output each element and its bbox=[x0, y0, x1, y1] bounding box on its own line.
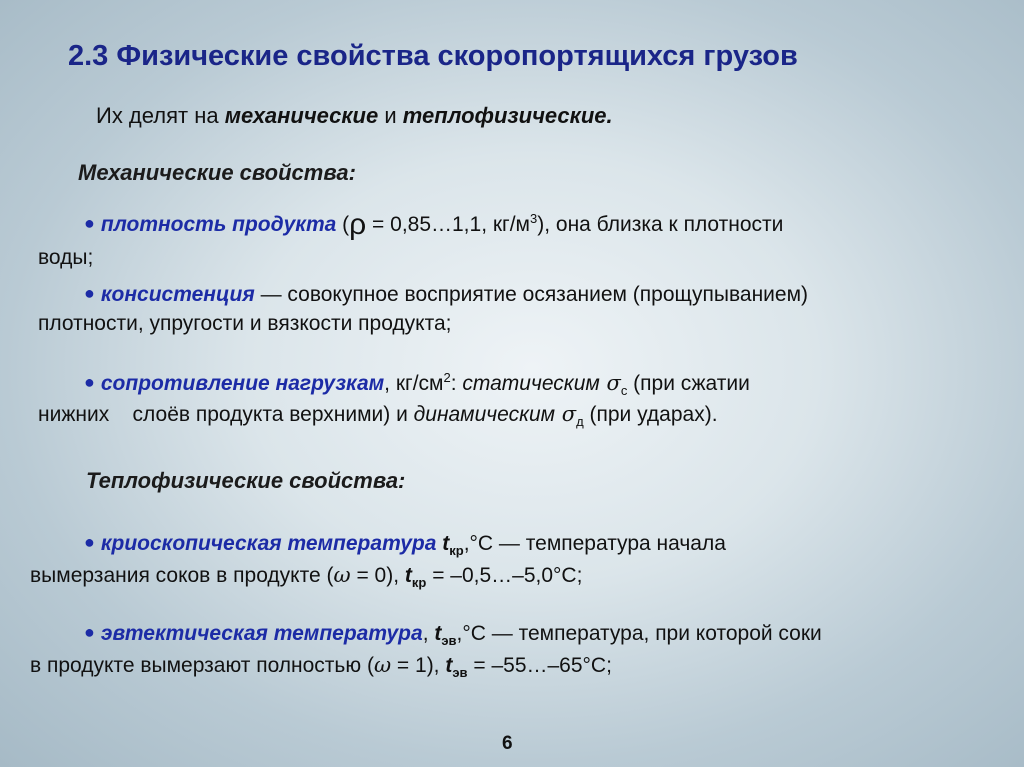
mechanical-heading: Механические свойства: bbox=[78, 160, 356, 185]
slide-title: 2.3 Физические свойства скоропортящихся грузов bbox=[68, 40, 798, 72]
omega-symbol: ω bbox=[373, 653, 392, 677]
omega-symbol: ω bbox=[333, 563, 351, 587]
sigma-sub-d: д bbox=[576, 414, 584, 430]
bullet-icon: ● bbox=[84, 532, 95, 552]
intro-thermal: теплофизические. bbox=[402, 103, 613, 128]
resistance-line2-text: нижних слоёв продукта верхними) и bbox=[38, 403, 414, 426]
eutectic-range: = –55…–65°С; bbox=[467, 654, 612, 677]
consistency-rest: — совокупное восприятие осязанием (прощупыванием) bbox=[254, 283, 809, 306]
cryoscopic-line2-text: вымерзания соков в продукте ( bbox=[30, 564, 334, 587]
bullet-icon: ● bbox=[84, 622, 95, 642]
sigma-symbol: σ bbox=[599, 371, 621, 395]
dynamic-label: динамическим bbox=[413, 403, 556, 426]
sigma-sub-c: с bbox=[620, 383, 628, 399]
density-term: плотность продукта bbox=[100, 213, 337, 236]
consistency-line-1 bbox=[84, 282, 808, 308]
density-line-2: воды; bbox=[38, 246, 94, 269]
t-sub-kr: кр bbox=[449, 543, 464, 559]
bullet-icon: ● bbox=[84, 283, 95, 303]
eutectic-line-1 bbox=[84, 621, 822, 647]
resistance-line-1 bbox=[84, 370, 750, 397]
thermal-heading: Теплофизические свойства: bbox=[86, 468, 406, 493]
page-number: 6 bbox=[502, 733, 513, 754]
t-sub-ev: эв bbox=[441, 633, 457, 649]
resistance-after2: (при ударах). bbox=[583, 403, 718, 426]
cryoscopic-range: = –0,5…–5,0°С; bbox=[426, 564, 583, 587]
intro-line bbox=[96, 103, 613, 129]
eutectic-line-2 bbox=[30, 652, 612, 679]
resistance-unit: , кг/см bbox=[384, 372, 444, 395]
consistency-line-2: плотности, упругости и вязкости продукта; bbox=[38, 312, 452, 335]
cryoscopic-term: криоскопическая температура bbox=[100, 532, 437, 555]
intro-text: Их делят на bbox=[96, 103, 225, 128]
cryoscopic-line-1 bbox=[84, 531, 726, 557]
eutectic-eq: = 1), bbox=[391, 654, 446, 677]
intro-and: и bbox=[378, 103, 403, 128]
eutectic-line2-text: в продукте вымерзают полностью ( bbox=[30, 654, 374, 677]
density-open: ( bbox=[336, 213, 350, 236]
eutectic-comma: , bbox=[422, 622, 435, 645]
cryoscopic-eq: = 0), bbox=[350, 564, 405, 587]
resistance-colon: : bbox=[450, 372, 463, 395]
bullet-icon: ● bbox=[84, 213, 95, 233]
cryoscopic-rest: ,°С — температура начала bbox=[463, 532, 726, 555]
resistance-line-2 bbox=[38, 401, 718, 428]
intro-mechanical: механические bbox=[224, 103, 379, 128]
eutectic-rest: ,°С — температура, при которой соки bbox=[456, 622, 822, 645]
t-symbol: t bbox=[445, 654, 453, 677]
eutectic-term: эвтектическая температура bbox=[100, 622, 423, 645]
cryoscopic-line-2 bbox=[30, 562, 582, 589]
bullet-icon: ● bbox=[84, 372, 95, 392]
resistance-after: (при сжатии bbox=[627, 372, 750, 395]
density-line-1 bbox=[84, 208, 784, 241]
t-symbol: t bbox=[434, 622, 442, 645]
density-rest: ), она близка к плотности bbox=[537, 213, 784, 236]
static-label: статическим bbox=[462, 372, 600, 395]
t-symbol: t bbox=[436, 532, 450, 555]
consistency-term: консистенция bbox=[100, 283, 255, 306]
resistance-unit-sup: 2 bbox=[443, 370, 451, 385]
resistance-term: сопротивление нагрузкам bbox=[100, 372, 385, 395]
density-unit-sup: 3 bbox=[530, 211, 538, 226]
t-sub-kr: кр bbox=[411, 575, 427, 591]
rho-symbol: ρ bbox=[349, 208, 367, 241]
sigma-symbol: σ bbox=[555, 402, 577, 426]
density-values: = 0,85…1,1, кг/м bbox=[366, 213, 530, 236]
t-sub-ev: эв bbox=[452, 665, 468, 681]
t-symbol: t bbox=[404, 564, 412, 587]
